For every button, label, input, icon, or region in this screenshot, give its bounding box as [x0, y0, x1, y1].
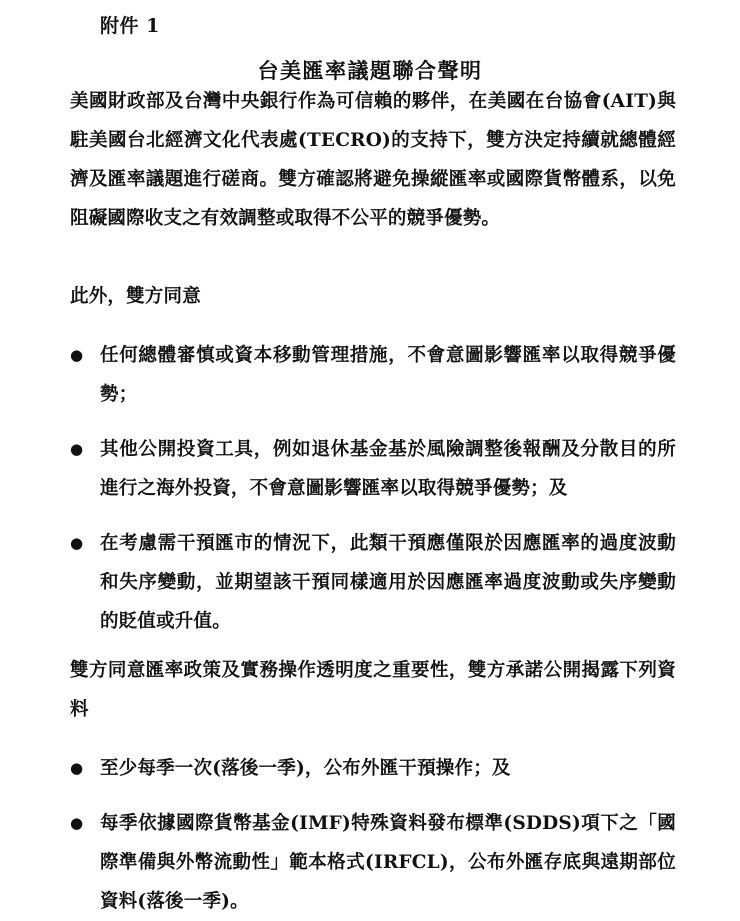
- list-item: [70, 524, 676, 641]
- list-item-text: 至少每季一次(落後一季)，公布外匯干預操作；及: [100, 758, 511, 779]
- paragraph-transparency: 雙方同意匯率政策及實務操作透明度之重要性，雙方承諾公開揭露下列資料: [70, 660, 676, 720]
- list-item-text: 其他公開投資工具，例如退休基金基於風險調整後報酬及分散目的所進行之海外投資，不會意圖影響匯率以取得競爭優勢；及: [100, 439, 676, 499]
- page-title: 台美匯率議題聯合聲明: [257, 58, 483, 84]
- document-body: [70, 82, 676, 921]
- paragraph-furthermore: 此外，雙方同意: [70, 286, 201, 307]
- list-item-text: 在考慮需干預匯市的情況下，此類干預應僅限於因應匯率的過度波動和失序變動，並期望該干預同樣適用於因應匯率過度波動或失序變動的貶值或升值。: [100, 533, 676, 632]
- list-item: [70, 749, 676, 788]
- paragraph-opening: 美國財政部及台灣中央銀行作為可信賴的夥伴，在美國在台協會(AIT)與駐美國台北經濟文化代表處(TECRO)的支持下，雙方決定持續就總體經濟及匯率議題進行磋商。雙方確認將避免操縱匯率或國際貨幣體系，以免阻礙國際收支之有效調整或取得不公平的競爭優勢。: [70, 91, 676, 229]
- bullet-dot-icon: ●: [70, 440, 84, 458]
- list-item: [70, 804, 676, 921]
- paragraph-spacer: [70, 238, 676, 277]
- list-item: [70, 430, 676, 508]
- list-spacer-top-2: [70, 729, 676, 749]
- attachment-label: 附件 1: [100, 15, 160, 37]
- list-item-text: 任何總體審慎或資本移動管理措施，不會意圖影響匯率以取得競爭優勢；: [100, 345, 676, 405]
- bullet-dot-icon: ●: [70, 346, 84, 364]
- bullet-dot-icon: ●: [70, 759, 84, 777]
- section-spacer: [70, 641, 676, 651]
- list-item-text: 每季依據國際貨幣基金(IMF)特殊資料發布標準(SDDS)項下之「國際準備與外幣流動性」範本格式(IRFCL)，公布外匯存底與遠期部位資料(落後一季)。: [100, 813, 676, 912]
- disclosure-list: [70, 749, 676, 921]
- bullet-dot-icon: ●: [70, 814, 84, 832]
- list-spacer-top: [70, 316, 676, 336]
- commitments-list: [70, 336, 676, 641]
- list-item: [70, 336, 676, 414]
- bullet-dot-icon: ●: [70, 534, 84, 552]
